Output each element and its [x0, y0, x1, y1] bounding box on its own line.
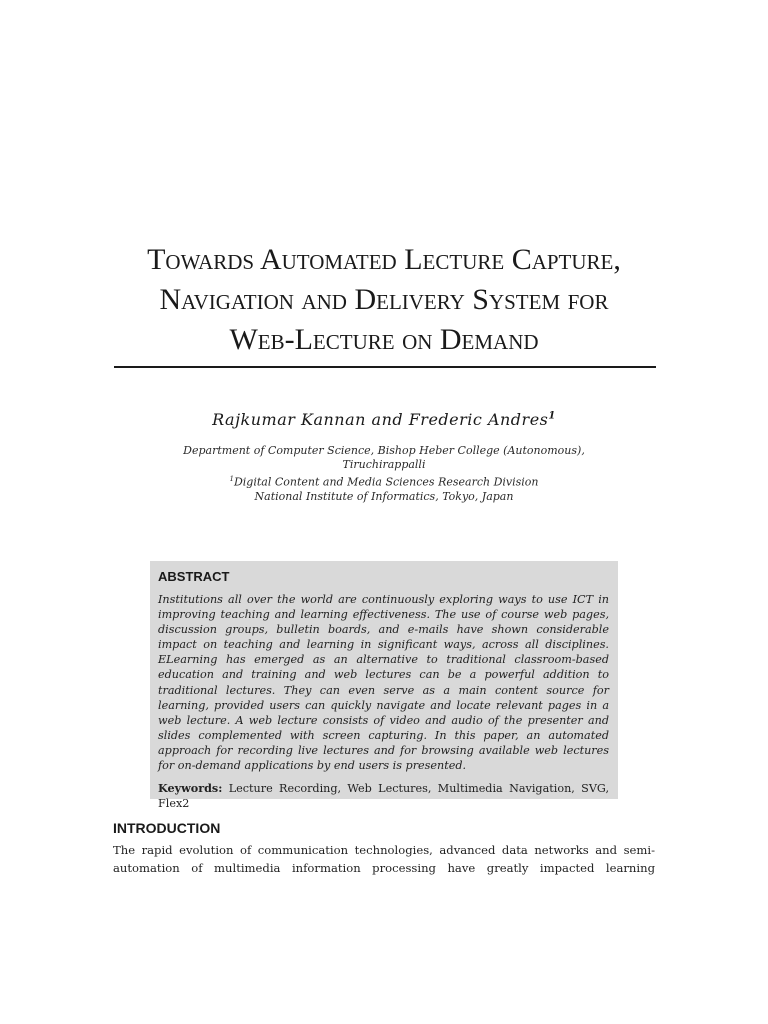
abstract-heading: ABSTRACT: [158, 569, 230, 584]
abstract-text: Institutions all over the world are continuously exploring ways to use ICT in improving teaching and learning effectiveness. The use of course web pages, discussion groups, bulletin boards, and e-mails have shown considerable impact on teaching and learning in significant ways, across all disciplines. ELearning has emerged as an alternative to traditional classroom-based education and training and web lectures can be a powerful addition to traditional lectures. They can even serve as a main content source for learning, provided users can quickly navigate and locate relevant pages in a web lecture. A web lecture consists of video and audio of the presenter and slides complemented with screen capturing. In this paper, an automated approach for recording live lectures and for browsing available web lectures for on-demand applications by end users is presented.: [158, 593, 609, 773]
title-line-2: Navigation and Delivery System for: [159, 283, 609, 316]
affiliation-line-2: Tiruchirappalli: [342, 458, 426, 471]
author-superscript: 1: [548, 410, 556, 422]
affiliation-superscript: 1: [229, 475, 234, 483]
author-line: [0, 410, 768, 429]
introduction-heading: INTRODUCTION: [113, 820, 221, 836]
keywords-list: Lecture Recording, Web Lectures, Multimedia Navigation, SVG, Flex2: [158, 782, 610, 811]
title-line-3: Web-Lecture on Demand: [229, 323, 539, 356]
affiliations: [0, 444, 768, 504]
title-divider: [114, 366, 656, 368]
introduction-text: The rapid evolution of communication technologies, advanced data networks and semi-automation of multimedia information processing have greatly impacted learning: [113, 843, 655, 875]
affiliation-line-1: Department of Computer Science, Bishop Heber College (Autonomous),: [183, 444, 585, 457]
title-line-1: Towards Automated Lecture Capture,: [147, 243, 621, 276]
abstract-box: [150, 561, 618, 811]
affiliation-line-3: $^1$Digital Content and Media Sciences Research Division: [229, 475, 539, 489]
paper-title: [0, 240, 768, 360]
authors: Rajkumar Kannan and Frederic Andres: [212, 410, 549, 429]
keywords: [158, 781, 609, 811]
affiliation-line-4: National Institute of Informatics, Tokyo, Japan: [254, 489, 514, 503]
keywords-label: Keywords:: [158, 781, 223, 796]
